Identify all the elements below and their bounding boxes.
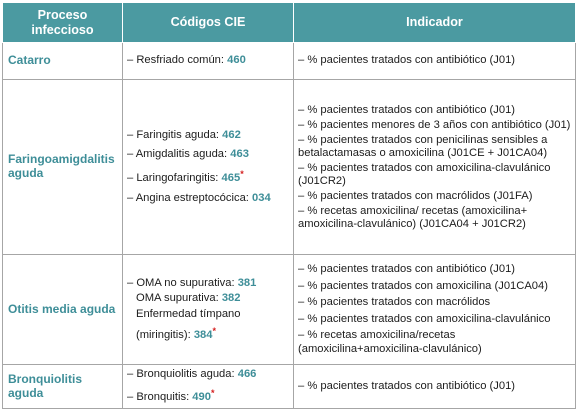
indicator-item: – % pacientes tratados con antibiótico (J01) (298, 379, 516, 392)
code-item: – OMA no supurativa: 381 (127, 276, 257, 289)
indicators-table (2, 2, 576, 409)
indicators-cell (294, 365, 576, 409)
code-item: – Resfriado común: 460 (127, 54, 246, 67)
indicator-item: – % recetas amoxicilina/recetas (amoxicilina+amoxicilina-clavulánico) (298, 329, 482, 355)
header-indicador: Indicador (294, 3, 576, 43)
indicator-item: – % pacientes tratados con macrólidos (298, 296, 491, 308)
indicators-cell (294, 255, 576, 365)
header-proceso: Proceso infeccioso (3, 3, 123, 43)
table-row (3, 365, 576, 409)
code-item: – Bronquiolitis aguda: 466 (127, 368, 257, 381)
header-codigos: Códigos CIE (123, 3, 294, 43)
code-item: OMA supurativa: 382 (136, 291, 241, 304)
code-item: – Angina estreptocócica: 034 (127, 191, 271, 204)
proceso-cell: Otitis media aguda (3, 255, 123, 365)
indicator-item: – % recetas amoxicilina/ recetas (amoxicilina+ amoxicilina-clavulánico) (J01CA04 + J01CR2) (298, 204, 528, 230)
table-row (3, 255, 576, 365)
table-header-row (3, 3, 576, 43)
table-row (3, 80, 576, 255)
proceso-cell: Faringoamigdalitis aguda (3, 80, 123, 255)
codes-cell (123, 365, 294, 409)
code-item: Enfermedad tímpano (miringitis): 384* (136, 307, 241, 341)
indicator-item: – % pacientes tratados con amoxicilina (J01CA04) (298, 279, 548, 292)
indicators-cell (294, 43, 576, 80)
indicator-item: – % pacientes tratados con macrólidos (J01FA) (298, 189, 533, 202)
table-row (3, 43, 576, 80)
code-item: – Bronquitis: 490* (127, 388, 215, 403)
codes-cell (123, 80, 294, 255)
code-item: – Faringitis aguda: 462 (127, 128, 241, 141)
indicator-item: – % pacientes tratados con penicilinas sensibles a betalactamasas o amoxicilina (J01CE + J01CA04) (298, 133, 548, 159)
indicator-item: – % pacientes tratados con antibiótico (J01) (298, 103, 516, 116)
indicator-item: – % pacientes tratados con antibiótico (J01) (298, 263, 516, 275)
indicator-item: – % pacientes tratados con amoxicilina-clavulánico (J01CR2) (298, 161, 551, 187)
indicators-cell (294, 80, 576, 255)
indicator-item: – % pacientes menores de 3 años con antibiótico (J01) (298, 118, 571, 131)
code-item: – Laringofaringitis: 465* (127, 169, 244, 184)
indicator-item: – % pacientes tratados con antibiótico (J01) (298, 54, 516, 67)
indicator-item: – % pacientes tratados con amoxicilina-clavulánico (298, 312, 551, 325)
code-item: – Amigdalitis aguda: 463 (127, 148, 249, 161)
proceso-cell: Catarro (3, 43, 123, 80)
proceso-cell: Bronquiolitis aguda (3, 365, 123, 409)
codes-cell (123, 43, 294, 80)
codes-cell (123, 255, 294, 365)
